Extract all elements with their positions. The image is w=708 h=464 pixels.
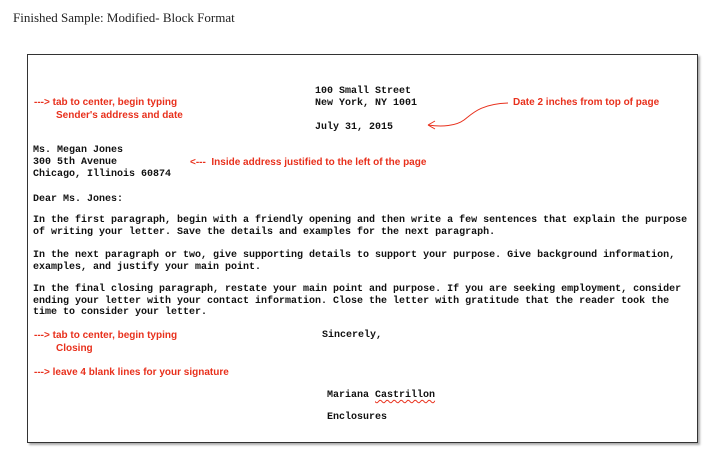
signer-first-name: Mariana bbox=[327, 390, 376, 401]
body-paragraph-3: In the final closing paragraph, restate your main point and purpose. If you are seeking employment, consider ending your letter with your contact information. Close the letter with gratitude that the reader took the time to consider your letter. bbox=[33, 284, 682, 318]
tab-center-note-2-detail: Closing bbox=[56, 343, 93, 354]
page-title: Finished Sample: Modified- Block Format bbox=[13, 10, 235, 25]
sender-address-line2: New York, NY 1001 bbox=[315, 98, 418, 109]
sender-address-line1: 100 Small Street bbox=[315, 86, 412, 97]
body-paragraph-1: In the first paragraph, begin with a friendly opening and then write a few sentences that explain the purpose of writing your letter. Save the details and examples for the next paragraph. bbox=[33, 215, 688, 238]
closing: Sincerely, bbox=[322, 330, 383, 341]
enclosures: Enclosures bbox=[327, 412, 388, 423]
tab-center-note-2: ---> tab to center, begin typing bbox=[34, 330, 178, 341]
signer-name bbox=[327, 390, 435, 402]
curved-arrow-icon bbox=[420, 100, 520, 134]
inside-address-note: <--- Inside address justified to the left of the page bbox=[190, 157, 427, 168]
date-position-note: Date 2 inches from top of page bbox=[513, 97, 660, 108]
tab-center-note-1-detail: Sender's address and date bbox=[56, 110, 183, 121]
letter-date: July 31, 2015 bbox=[315, 122, 394, 133]
inside-address-street: 300 5th Avenue bbox=[33, 157, 118, 168]
signer-last-name: Castrillon bbox=[375, 390, 436, 401]
inside-address-name: Ms. Megan Jones bbox=[33, 145, 124, 156]
inside-address-city: Chicago, Illinois 60874 bbox=[33, 169, 172, 180]
blank-lines-note: ---> leave 4 blank lines for your signature bbox=[34, 367, 229, 378]
body-paragraph-2: In the next paragraph or two, give supporting details to support your purpose. Give background information, examples, and justify your main point. bbox=[33, 250, 676, 273]
tab-center-note-1: ---> tab to center, begin typing bbox=[34, 97, 178, 108]
salutation: Dear Ms. Jones: bbox=[33, 194, 124, 205]
